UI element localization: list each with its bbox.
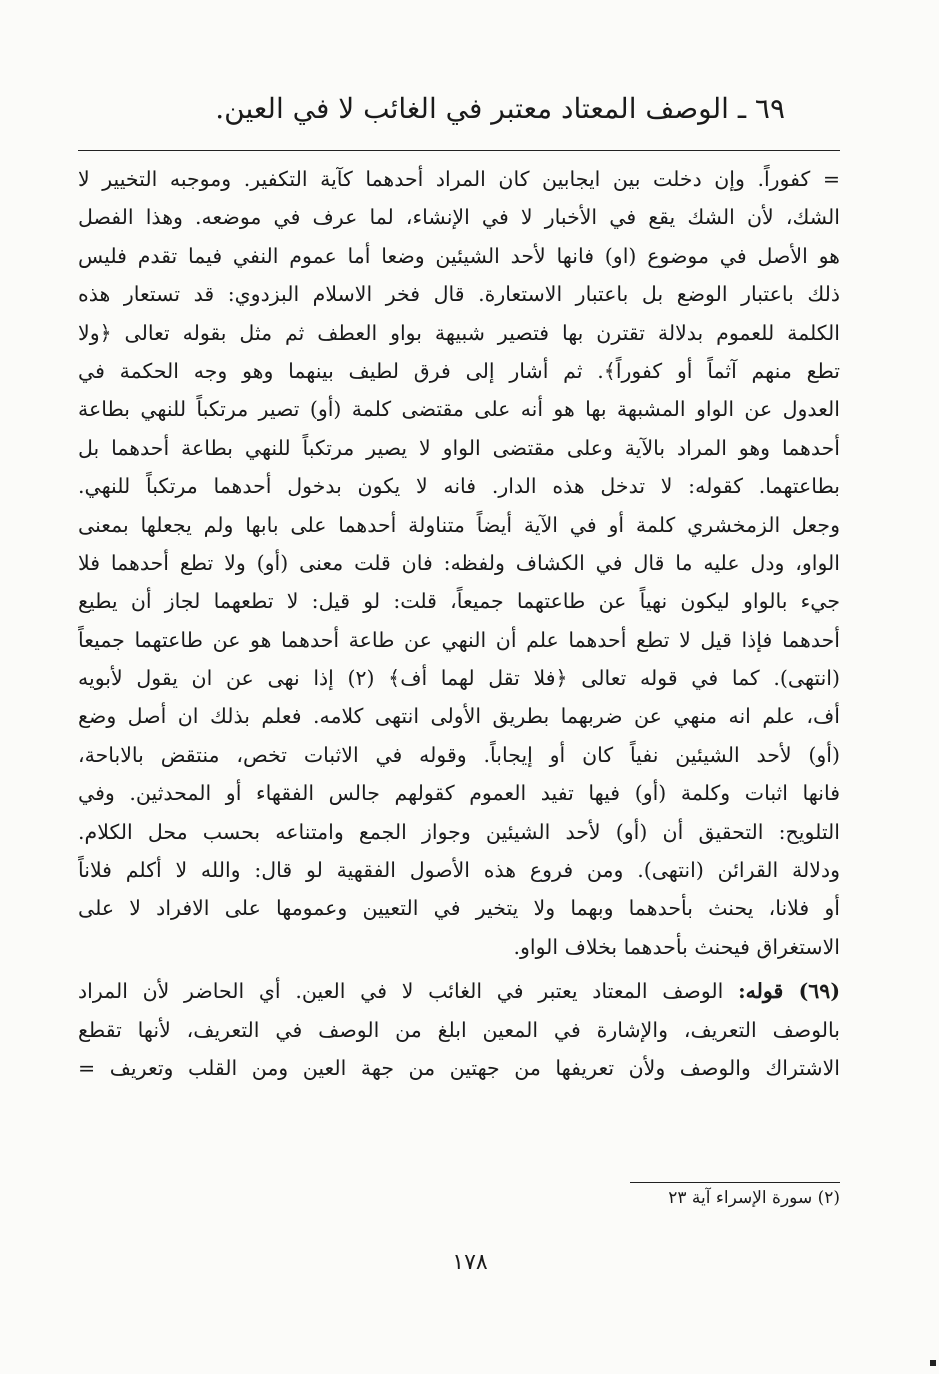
text-line: (أو) لأحد الشيئين نفياً كان أو إيجاباً. وقوله في الاثبات تخص، منتقض بالاباحة، (78, 742, 840, 767)
text-line: بطاعتهما. كقوله: لا تدخل هذه الدار. فانه لا يكون بدخول أحدهما مرتكباً للنهي. (78, 474, 840, 499)
text-line: التلويح: التحقيق أن (أو) لأحد الشيئين وجواز الجمع وامتناعه بحسب محل الكلام. (78, 819, 840, 844)
text-line: أو فلانا، يحنث بأحدهما وبهما ولا يتخير في التعيين وعمومها على الافراد لا على (78, 896, 840, 921)
text-line: الكلمة للعموم بدلالة تقترن بها فتصير شبيهة بواو العطف ثم مثل بقوله تعالى ﴿ولا (78, 320, 840, 345)
text-line: بالوصف التعريف، والإشارة في المعين ابلغ من الوصف في التعريف، لأنها تقطع (78, 1017, 840, 1042)
text-line: الشك، لأن الشك يقع في الأخبار لا في الإنشاء، لما عرف في موضعه. وهذا الفصل (78, 205, 840, 230)
text-line: الواو، ودل عليه ما قال في الكشاف ولفظه: فان قلت معنى (أو) ولا تطع أحدهما فلا (78, 550, 840, 575)
text-line: أحدهما وهو المراد بالآية وعلى مقتضى الواو لا يصير مرتكباً للنهي بطاعة أحدهما بل (78, 435, 840, 460)
text-line (78, 972, 840, 1010)
page-number: ١٧٨ (452, 1250, 488, 1275)
commentary-text: الوصف المعتاد يعتبر في الغائب لا في العين. أي الحاضر لأن المراد (78, 979, 739, 1004)
section-heading: ٦٩ ـ الوصف المعتاد معتبر في الغائب لا في العين. (215, 92, 785, 125)
commentary-paragraph (78, 972, 840, 1087)
text-line: أحدهما فإذا قيل لا تطع أحدهما علم أن النهي عن طاعة أحدهما هو عن طاعتهما جميعاً (78, 627, 840, 652)
text-line: العدول عن الواو المشبهة بها هو أنه على مقتضى كلمة (أو) تصير مرتكباً للنهي بطاعة (78, 397, 840, 422)
scan-mark (930, 1360, 936, 1366)
text-line: ودلالة القرائن (انتهى). ومن فروع هذه الأصول الفقهية لو قال: والله لا أكلم فلاناً (78, 858, 840, 883)
footnote-divider (630, 1182, 840, 1183)
text-line: ذلك باعتبار الوضع بل باعتبار الاستعارة. قال فخر الاسلام البزدوي: قد تستعار هذه (78, 282, 840, 307)
text-line: الاستغراق فيحنث بأحدهما بخلاف الواو. (513, 934, 840, 959)
heading-divider (78, 150, 840, 151)
commentary-label: (٦٩) قوله: (738, 979, 840, 1004)
text-line: فانها اثبات وكلمة (أو) فيها تفيد العموم كقولهم جالس الفقهاء أو المحدثين. وفي (78, 781, 840, 806)
text-line: تطع منهم آثماً أو كفوراً﴾. ثم أشار إلى فرق لطيف بينهما وهو وجه الحكمة في (78, 358, 840, 383)
text-line: جيء بالواو ليكون نهياً عن طاعتهما جميعاً، قلت: لو قيل: لا تطعهما لجاز أن يطيع (78, 589, 840, 614)
body-text (78, 160, 840, 1087)
footnote: (٢) سورة الإسراء آية ٢٣ (668, 1188, 840, 1208)
text-line: وجعل الزمخشري كلمة أو في الآية أيضاً متناولة أحدهما على بابها ولم يجعلها بمعنى (78, 512, 840, 537)
text-line: أف، علم انه منهي عن ضربهما بطريق الأولى انتهى كلامه. فعلم بذلك ان أصل وضع (78, 704, 840, 729)
text-line: الاشتراك والوصف ولأن تعريفها من جهتين من جهة العين ومن القلب وتعريف = (78, 1055, 840, 1080)
text-line: = كفوراً. وإن دخلت بين ايجابين كان المراد أحدهما كآية التكفير. وموجبه التخيير لا (78, 167, 840, 191)
text-line: (انتهى). كما في قوله تعالى ﴿فلا تقل لهما أف﴾ (٢) إذا نهى عن ان يقول لأبويه (78, 666, 840, 691)
text-line: هو الأصل في موضوع (او) فانها لأحد الشيئين وضعا أما عموم النفي فيما تقدم فليس (78, 243, 840, 268)
